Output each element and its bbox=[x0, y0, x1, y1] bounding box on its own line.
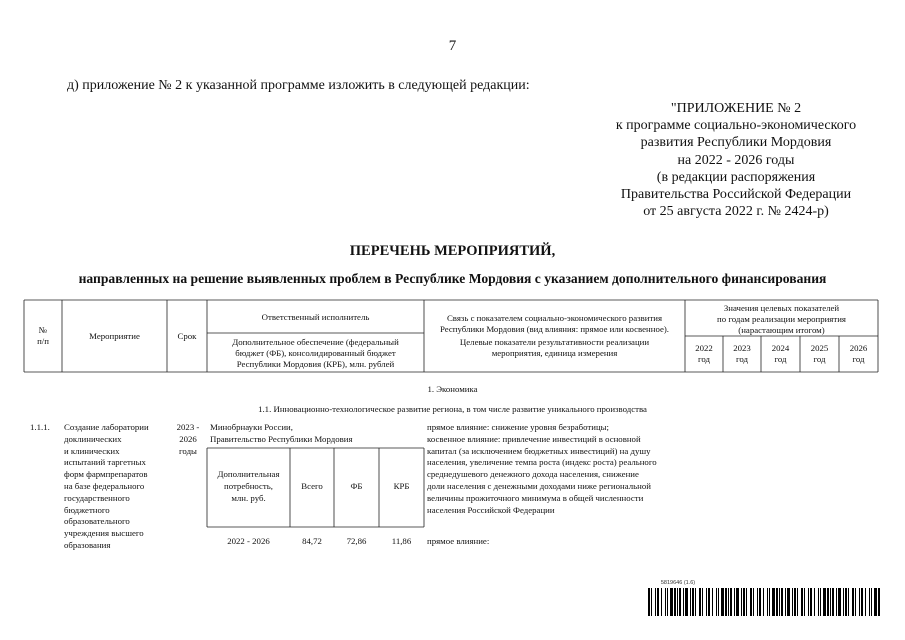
funding-need-header: Дополнительная потребность, млн. руб. bbox=[217, 469, 280, 503]
barcode-bar bbox=[801, 588, 803, 616]
barcode-bar bbox=[852, 588, 854, 616]
barcode-bar bbox=[716, 588, 717, 616]
barcode-bar bbox=[692, 588, 694, 616]
intro-text: д) приложение № 2 к указанной программе изложить в следующей редакции: bbox=[67, 78, 530, 93]
barcode-bar bbox=[810, 588, 812, 616]
barcode-bar bbox=[855, 588, 856, 616]
barcode-bar bbox=[845, 588, 847, 616]
header-num: № п/п bbox=[37, 325, 49, 346]
document-subtitle: направленных на решение выявленных проблем в Республике Мордовия с указанием дополнительного финансирования bbox=[78, 271, 827, 286]
barcode-bar bbox=[712, 588, 713, 616]
row-number: 1.1.1. bbox=[30, 422, 50, 432]
barcode-bar bbox=[878, 588, 880, 616]
barcode-bar bbox=[667, 588, 668, 616]
barcode-bar bbox=[753, 588, 754, 616]
barcode-bar bbox=[776, 588, 778, 616]
appendix-line: развития Республики Мордовия bbox=[640, 135, 832, 151]
barcode-bar bbox=[785, 588, 786, 616]
header-year-2022: 2022 год bbox=[695, 343, 713, 364]
barcode-bar bbox=[679, 588, 681, 616]
header-year-2026: 2026 год bbox=[849, 343, 868, 364]
appendix-line: на 2022 - 2026 годы bbox=[677, 152, 795, 168]
barcode-bar bbox=[779, 588, 780, 616]
barcode-bar bbox=[830, 588, 831, 616]
document-code: 5819646 (1.6) bbox=[660, 580, 696, 586]
barcode-bar bbox=[769, 588, 770, 616]
barcode-bar bbox=[869, 588, 870, 616]
barcode-bar bbox=[763, 588, 764, 616]
barcode-bar bbox=[674, 588, 676, 616]
barcode-bar bbox=[820, 588, 821, 616]
barcode-bar bbox=[767, 588, 768, 616]
header-funding: Дополнительное обеспечение (федеральный бюджет (ФБ), консолидированный бюджет Республики Мордовия (КРБ), млн. рублей bbox=[232, 337, 399, 369]
header-responsible: Ответственный исполнитель bbox=[261, 312, 370, 322]
header-year-2024: 2024 год bbox=[771, 343, 790, 364]
header-year-2025: 2025 год bbox=[810, 343, 829, 364]
subsection-heading: 1.1. Инновационно-технологическое развитие региона, в том числе развитие уникального производства bbox=[258, 404, 647, 414]
funding-krb: 11,86 bbox=[391, 536, 412, 546]
funding-krb-header: КРБ bbox=[393, 481, 410, 491]
barcode-bar bbox=[685, 588, 688, 616]
barcode-bar bbox=[728, 588, 729, 616]
header-term: Срок bbox=[177, 331, 197, 341]
barcode-bar bbox=[874, 588, 877, 616]
barcode-bar bbox=[823, 588, 826, 616]
row-responsible: Минобрнауки России, Правительство Республики Мордовия bbox=[210, 422, 353, 444]
barcode-bar bbox=[848, 588, 849, 616]
section-heading: 1. Экономика bbox=[427, 384, 478, 394]
barcode-bar bbox=[814, 588, 815, 616]
barcode-bar bbox=[730, 588, 732, 616]
barcode-bar bbox=[859, 588, 860, 616]
barcode-bar bbox=[794, 588, 796, 616]
barcode-bar bbox=[746, 588, 747, 616]
barcode-bar bbox=[670, 588, 673, 616]
barcode-bar bbox=[699, 588, 701, 616]
barcode-bar bbox=[787, 588, 790, 616]
row-direct-label: прямое влияние: bbox=[427, 536, 490, 546]
barcode-bar bbox=[665, 588, 666, 616]
barcode-bar bbox=[757, 588, 758, 616]
barcode-bar bbox=[725, 588, 727, 616]
funding-total-header: Всего bbox=[301, 481, 323, 491]
barcode-bar bbox=[661, 588, 662, 616]
barcode-bar bbox=[743, 588, 745, 616]
barcode-bar bbox=[843, 588, 844, 616]
barcode-bar bbox=[695, 588, 696, 616]
barcode-bar bbox=[832, 588, 834, 616]
barcode-bar bbox=[706, 588, 707, 616]
funding-period: 2022 - 2026 bbox=[227, 536, 270, 546]
row-link-text: прямое влияние: снижение уровня безработицы; косвенное влияние: привлечение инвестиций в основной капитал (за исключением бюджетных инвестиций) на душу населения, увеличение темпа роста (индекс роста) реального среднедушевого денежного дохода населения, снижение доли населения с денежными доходами ниже региональной величины прожиточного минимума в общей численности населения Российской Федерации bbox=[427, 422, 657, 515]
barcode-bar bbox=[734, 588, 735, 616]
row-term: 2023 - 2026 годы bbox=[176, 422, 200, 456]
barcode-bar bbox=[651, 588, 652, 616]
funding-total: 84,72 bbox=[302, 536, 322, 546]
barcode-bar bbox=[718, 588, 719, 616]
header-event: Мероприятие bbox=[89, 331, 140, 341]
barcode-bar bbox=[655, 588, 656, 616]
barcode-bar bbox=[702, 588, 703, 616]
barcode-bar bbox=[772, 588, 775, 616]
barcode-bar bbox=[721, 588, 724, 616]
barcode-bar bbox=[657, 588, 659, 616]
barcode-bar bbox=[781, 588, 783, 616]
appendix-line: к программе социально-экономического bbox=[615, 118, 857, 134]
barcode-bar bbox=[708, 588, 710, 616]
barcode-bar bbox=[736, 588, 739, 616]
barcode-bar bbox=[750, 588, 752, 616]
header-targets: Целевые показатели результативности реализации мероприятия, единица измерения bbox=[459, 337, 650, 358]
barcode-bar bbox=[792, 588, 793, 616]
barcode-bar bbox=[808, 588, 809, 616]
barcode-bar bbox=[759, 588, 761, 616]
barcode-bar bbox=[804, 588, 805, 616]
barcode-bar bbox=[818, 588, 819, 616]
barcode-bar bbox=[865, 588, 866, 616]
appendix-line: от 25 августа 2022 г. № 2424-р) bbox=[643, 204, 829, 220]
barcode-bar bbox=[648, 588, 650, 616]
barcode-bar bbox=[677, 588, 678, 616]
barcode-bar bbox=[690, 588, 691, 616]
appendix-line: "ПРИЛОЖЕНИЕ № 2 bbox=[670, 101, 802, 116]
header-link: Связь с показателем социально-экономического развития Республики Мордовия (вид влияния: прямое или косвенное). bbox=[440, 313, 669, 334]
funding-fb: 72,86 bbox=[346, 536, 367, 546]
header-year-2023: 2023 год bbox=[733, 343, 751, 364]
header-values: Значения целевых показателей по годам реализации мероприятия (нарастающим итогом) bbox=[717, 303, 846, 335]
barcode-bar bbox=[683, 588, 684, 616]
barcode-bar bbox=[827, 588, 829, 616]
appendix-line: Правительства Российской Федерации bbox=[620, 187, 852, 203]
barcode-bar bbox=[871, 588, 872, 616]
barcode-bar bbox=[797, 588, 798, 616]
funding-fb-header: ФБ bbox=[350, 481, 363, 491]
barcode-bar bbox=[861, 588, 863, 616]
barcode-bar bbox=[741, 588, 742, 616]
barcode-bar bbox=[836, 588, 837, 616]
appendix-line: (в редакции распоряжения bbox=[656, 169, 816, 185]
document-title: ПЕРЕЧЕНЬ МЕРОПРИЯТИЙ, bbox=[349, 243, 556, 259]
page-number: 7 bbox=[448, 38, 457, 54]
row-event: Создание лаборатории доклинических и клинических испытаний таргетных форм фармпрепаратов на базе федерального государственного бюджетного образовательного учреждения высшего образования bbox=[64, 422, 149, 550]
barcode-bar bbox=[838, 588, 841, 616]
